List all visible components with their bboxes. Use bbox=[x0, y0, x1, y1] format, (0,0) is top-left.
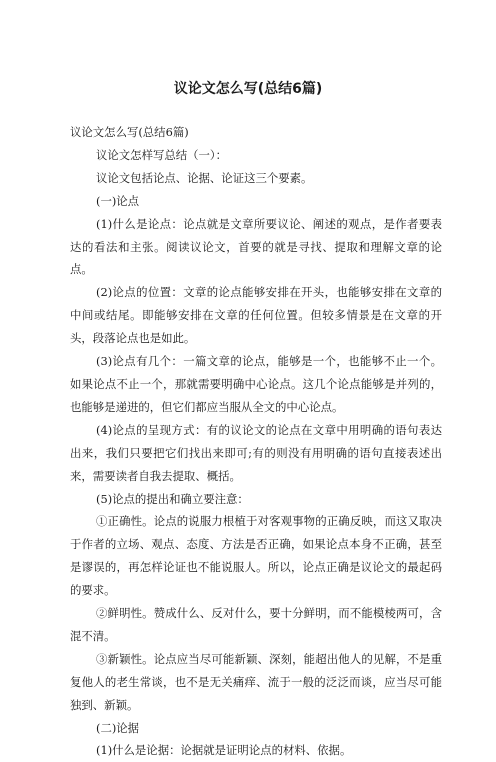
section-heading: (一)论点 bbox=[96, 193, 140, 208]
body-paragraph: 议论文怎么写(总结6篇) bbox=[70, 125, 189, 139]
body-paragraph: ②鲜明性。赞成什么、反对什么，要十分鲜明，而不能模棱两可，含混不清。 bbox=[70, 606, 442, 643]
body-paragraph: 议论文怎样写总结（一）： bbox=[96, 147, 227, 162]
section-heading: (二)论据 bbox=[96, 720, 140, 735]
body-paragraph: 议论文包括论点、论据、论证这三个要素。 bbox=[96, 170, 313, 185]
body-paragraph: ①正确性。论点的说服力根植于对客观事物的正确反映，而这又取决于作者的立场、观点、态度、方法是否正确，如果论点本身不正确，甚至是谬误的，再怎样论证也不能说服人。所以，论点正确是议论文的最起码的要求。 bbox=[70, 514, 442, 598]
body-paragraph: (5)论点的提出和确立要注意： bbox=[96, 491, 249, 506]
body-paragraph: (2)论点的位置：文章的论点能够安排在开头，也能够安排在文章的中间或结尾。即能够安排在文章的任何位置。但较多情景是在文章的开头，段落论点也是如此。 bbox=[70, 285, 442, 346]
document-body bbox=[70, 121, 442, 762]
document-title: 议论文怎么写(总结6篇) bbox=[173, 81, 323, 97]
body-paragraph: (1)什么是论据：论据就是证明论点的材料、依据。 bbox=[96, 743, 352, 758]
body-paragraph: (3)论点有几个：一篇文章的论点，能够是一个，也能够不止一个。如果论点不止一个，那就需要明确中心论点。这几个论点能够是并列的，也能够是递进的，但它们都应当服从全文的中心论点。 bbox=[70, 354, 442, 414]
body-paragraph: (1)什么是论点：论点就是文章所要议论、阐述的观点，是作者要表达的看法和主张。阅读议论文，首要的就是寻找、提取和理解文章的论点。 bbox=[70, 216, 442, 277]
body-paragraph: ③新颖性。论点应当尽可能新颖、深刻，能超出他人的见解，不是重复他人的老生常谈，也不是无关痛痒、流于一般的泛泛而谈，应当尽可能独到、新颖。 bbox=[70, 651, 442, 712]
body-paragraph: (4)论点的呈现方式：有的议论文的论点在文章中用明确的语句表达出来，我们只要把它们找出来即可;有的则没有用明确的语句直接表述出来，需要读者自我去提取、概括。 bbox=[70, 422, 442, 483]
